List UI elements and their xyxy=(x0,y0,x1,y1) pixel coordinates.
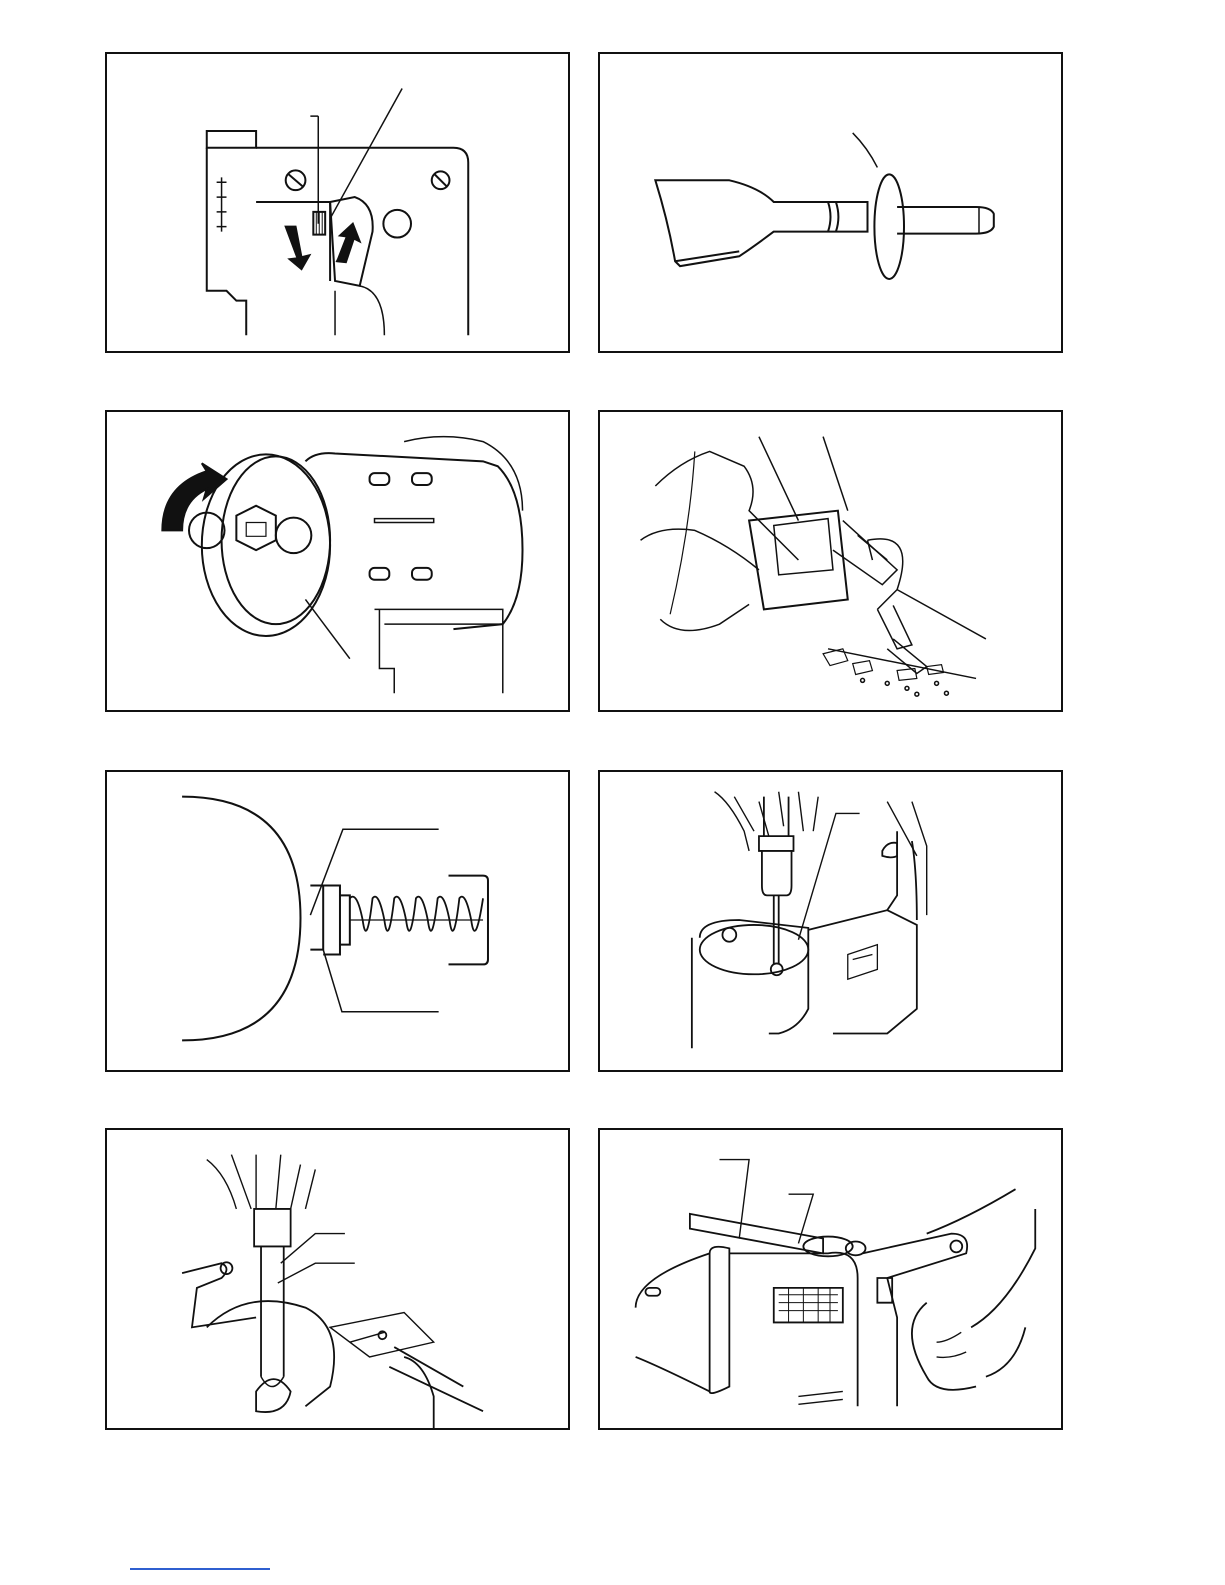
figure-lock-switch xyxy=(105,52,570,353)
brush-holder-illustration xyxy=(107,1130,568,1428)
tool-holder-illustration xyxy=(107,412,568,710)
figure-chipping xyxy=(598,410,1063,712)
figure-brush-cap xyxy=(598,770,1063,1072)
brush-cap-illustration xyxy=(600,772,1061,1070)
figure-tool-holder xyxy=(105,410,570,712)
footer-link-underline[interactable] xyxy=(130,1568,270,1570)
carbon-brush-illustration xyxy=(107,772,568,1070)
figure-carbon-brush xyxy=(105,770,570,1072)
figure-chisel xyxy=(598,52,1063,353)
figure-grease-cap xyxy=(598,1128,1063,1430)
chisel-illustration xyxy=(600,54,1061,351)
grease-cap-illustration xyxy=(600,1130,1061,1428)
chipping-illustration xyxy=(600,412,1061,710)
lock-switch-illustration xyxy=(107,54,568,351)
figure-brush-holder xyxy=(105,1128,570,1430)
